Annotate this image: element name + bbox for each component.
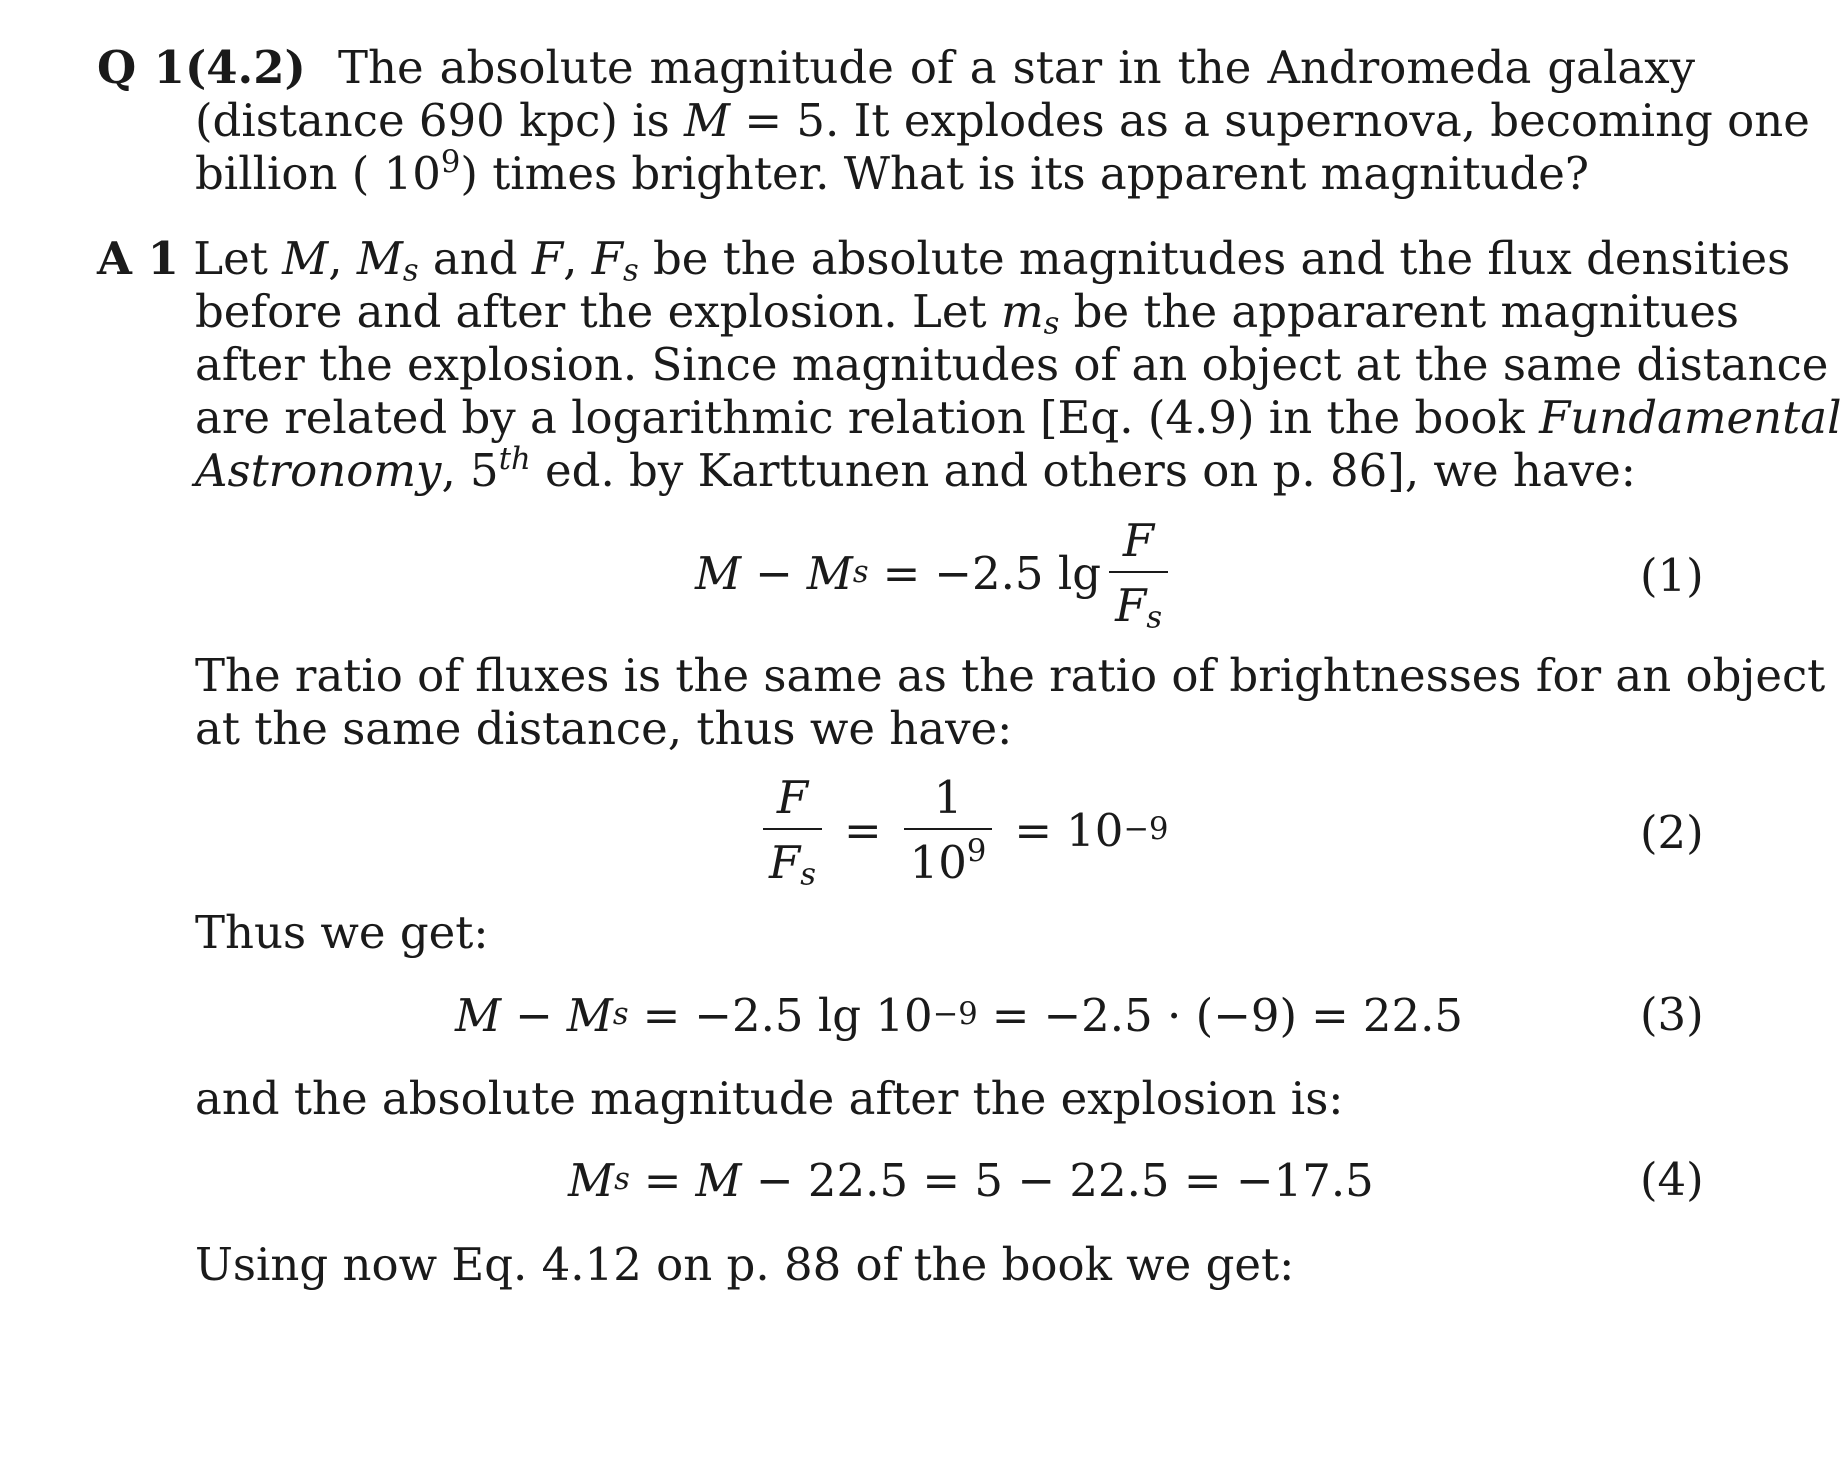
question-line-2: (distance 690 kpc) is M = 5. It explodes as a supernova, becoming one: [195, 94, 1810, 147]
question-label: Q 1(4.2): [97, 41, 306, 94]
answer-label: A 1: [97, 232, 179, 285]
paragraph-2-line-2: at the same distance, thus we have:: [195, 702, 1013, 755]
equation-1: M − M s = −2.5 lg $\frac{F}{F_s}$: [695, 518, 1176, 628]
equation-number-1: (1): [1640, 549, 1704, 602]
question-line-1: Q 1(4.2) The absolute magnitude of a star in the Andromeda galaxy: [97, 41, 1695, 94]
answer-line-5: Astronomy, 5th ed. by Karttunen and others on p. 86], we have:: [195, 442, 1636, 497]
fraction-f-over-fs-2: $\frac{F}{F_s}$: [763, 775, 822, 885]
equation-number-4: (4): [1640, 1153, 1704, 1206]
equation-number-2: (2): [1640, 806, 1704, 859]
fraction-f-over-fs: $\frac{F}{F_s}$: [1109, 518, 1168, 628]
equation-4: M s = M − 22.5 = 5 − 22.5 = −17.5: [568, 1153, 1374, 1207]
answer-line-1: A 1 Let M, $M_s$ and F, $F_s$ be the absolute magnitudes and the flux densities: [97, 232, 1791, 289]
fraction-one-over-ten-nine: $\frac{1}{10^9}$: [904, 775, 993, 885]
answer-line-3: after the explosion. Since magnitudes of an object at the same distance: [195, 338, 1829, 391]
paragraph-3: Thus we get:: [195, 906, 489, 959]
question-line-3: billion ( $10^9$) times brighter. What is its apparent magnitude?: [195, 145, 1589, 200]
answer-line-2: before and after the explosion. Let $m_s$ be the appararent magnitues: [195, 285, 1739, 342]
paragraph-2-line-1: The ratio of fluxes is the same as the ratio of brightnesses for an object: [195, 649, 1826, 702]
equation-2: $\frac{F}{F_s}$ = $\frac{1}{10^9}$ = 10 −9: [755, 775, 1168, 885]
paragraph-5: Using now Eq. 4.12 on p. 88 of the book we get:: [195, 1238, 1295, 1291]
equation-3: M − M s = −2.5 lg 10 −9 = −2.5 · (−9) = 22.5: [455, 988, 1464, 1042]
answer-line-4: are related by a logarithmic relation [Eq. (4.9) in the book Fundamental: [195, 391, 1841, 444]
paragraph-4: and the absolute magnitude after the explosion is:: [195, 1072, 1344, 1125]
equation-number-3: (3): [1640, 988, 1704, 1041]
